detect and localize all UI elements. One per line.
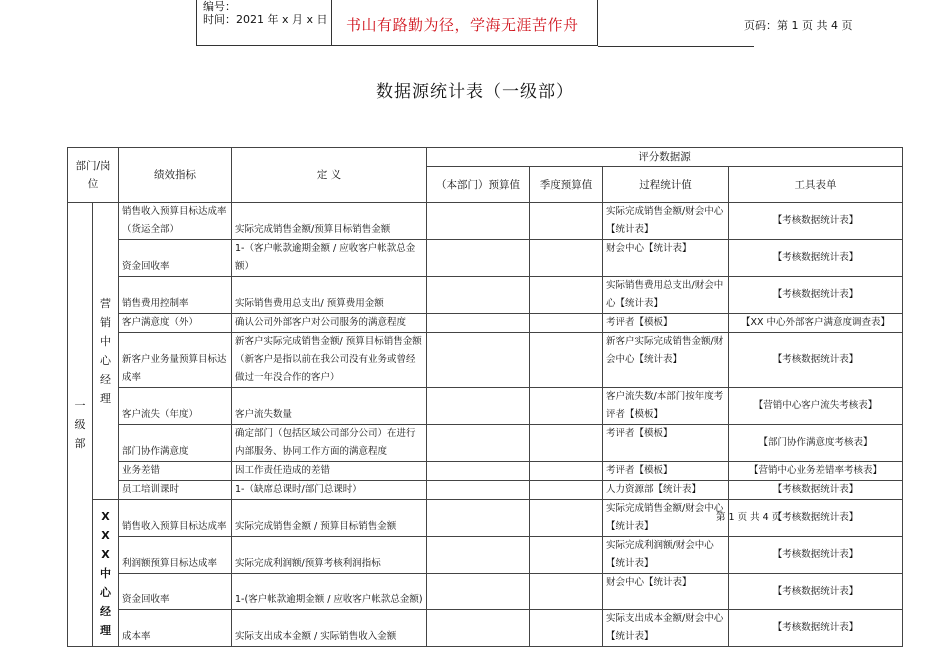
level-label: 一级部 (68, 203, 93, 647)
motto-text: 书山有路勤为径，学海无涯苦作舟 (346, 16, 579, 34)
definition-cell: 1-（客户帐款逾期金额 / 应收客户帐款总金额） (232, 240, 427, 277)
table-row (68, 462, 903, 481)
kpi-cell: 部门协作满意度 (119, 425, 232, 462)
tool-cell: 【营销中心业务差错率考核表】 (729, 462, 903, 481)
budget-cell (427, 574, 530, 610)
definition-cell: 1-(客户帐款逾期金额 / 应收客户帐款总金额) (232, 574, 427, 610)
definition-cell: 实际销售费用总支出/ 预算费用金额 (232, 277, 427, 314)
code-label: 编号： (203, 0, 236, 13)
kpi-cell: 业务差错 (119, 462, 232, 481)
quarter-cell (530, 481, 603, 500)
table-row (68, 481, 903, 500)
kpi-cell: 新客户业务量预算目标达成率 (119, 333, 232, 388)
footer-page-number: 第 1 页 共 4 页 (716, 512, 782, 523)
definition-cell: 实际完成销售金额/预算目标销售金额 (232, 203, 427, 240)
col-header-kpi: 绩效指标 (119, 148, 232, 203)
header-rule (598, 46, 754, 47)
table-row (68, 537, 903, 574)
tool-cell: 【考核数据统计表】 (729, 574, 903, 610)
process-cell: 考评者【模板】 (603, 425, 729, 462)
table-row (68, 240, 903, 277)
quarter-cell (530, 314, 603, 333)
kpi-cell: 销售费用控制率 (119, 277, 232, 314)
process-cell: 实际完成销售金额/财会中心【统计表】 (603, 203, 729, 240)
kpi-cell: 客户流失（年度） (119, 388, 232, 425)
quarter-cell (530, 277, 603, 314)
kpi-cell: 利润额预算目标达成率 (119, 537, 232, 574)
budget-cell (427, 425, 530, 462)
tool-cell: 【考核数据统计表】 (729, 203, 903, 240)
table-row (68, 333, 903, 388)
col-header-tool: 工具表单 (729, 167, 903, 203)
page-header (196, 0, 853, 47)
process-cell: 实际支出成本金额/财会中心【统计表】 (603, 610, 729, 647)
table-row (68, 610, 903, 647)
definition-cell: 实际完成利润额/预算考核利润指标 (232, 537, 427, 574)
tool-cell: 【考核数据统计表】 (729, 610, 903, 647)
table-row (68, 314, 903, 333)
quarter-cell (530, 500, 603, 537)
data-source-table (67, 147, 903, 647)
process-cell: 财会中心【统计表】 (603, 240, 729, 277)
kpi-cell: 员工培训课时 (119, 481, 232, 500)
motto-box (332, 0, 598, 46)
definition-cell: 实际完成销售金额 / 预算目标销售金额 (232, 500, 427, 537)
position-label: XXX中心经理 (93, 500, 119, 647)
process-cell: 实际销售费用总支出/财会中心【统计表】 (603, 277, 729, 314)
budget-cell (427, 314, 530, 333)
process-cell: 客户流失数/本部门按年度考评者【模板】 (603, 388, 729, 425)
process-cell: 考评者【模板】 (603, 314, 729, 333)
header-meta (196, 0, 332, 46)
definition-cell: 确认公司外部客户对公司服务的满意程度 (232, 314, 427, 333)
process-cell: 财会中心【统计表】 (603, 574, 729, 610)
tool-cell: 【XX 中心外部客户满意度调查表】 (729, 314, 903, 333)
header-page-number: 页码：第 1 页 共 4 页 (744, 19, 853, 32)
quarter-cell (530, 610, 603, 647)
kpi-cell: 销售收入预算目标达成率（货运全部） (119, 203, 232, 240)
budget-cell (427, 500, 530, 537)
col-header-dept: 部门/岗位 (68, 148, 119, 203)
time-label: 时间：2021 年 x 月 x 日 (203, 13, 328, 26)
definition-cell: 实际支出成本金额 / 实际销售收入金额 (232, 610, 427, 647)
quarter-cell (530, 203, 603, 240)
quarter-cell (530, 462, 603, 481)
table-row (68, 574, 903, 610)
quarter-cell (530, 425, 603, 462)
position-label: 营销中心经理 (93, 203, 119, 500)
process-cell: 新客户实际完成销售金额/财会中心【统计表】 (603, 333, 729, 388)
kpi-cell: 客户满意度（外） (119, 314, 232, 333)
tool-cell: 【考核数据统计表】 (729, 537, 903, 574)
kpi-cell: 资金回收率 (119, 240, 232, 277)
tool-cell: 【考核数据统计表】 (729, 277, 903, 314)
table-row (68, 425, 903, 462)
table-row (68, 277, 903, 314)
quarter-cell (530, 574, 603, 610)
definition-cell: 1-（缺席总课时/部门总课时） (232, 481, 427, 500)
kpi-cell: 资金回收率 (119, 574, 232, 610)
budget-cell (427, 462, 530, 481)
budget-cell (427, 277, 530, 314)
tool-cell: 【部门协作满意度考核表】 (729, 425, 903, 462)
budget-cell (427, 333, 530, 388)
table-row (68, 388, 903, 425)
col-header-quarter: 季度预算值 (530, 167, 603, 203)
process-cell: 实际完成利润额/财会中心【统计表】 (603, 537, 729, 574)
budget-cell (427, 203, 530, 240)
budget-cell (427, 240, 530, 277)
tool-cell: 【考核数据统计表】 (729, 333, 903, 388)
col-header-definition: 定 义 (232, 148, 427, 203)
page-title: 数据源统计表（一级部） (376, 82, 574, 102)
quarter-cell (530, 537, 603, 574)
definition-cell: 新客户实际完成销售金额/ 预算目标销售金额（新客户是指以前在我公司没有业务或曾经做过一年没合作的客户） (232, 333, 427, 388)
tool-cell: 【考核数据统计表】 (729, 500, 903, 537)
quarter-cell (530, 388, 603, 425)
kpi-cell: 销售收入预算目标达成率 (119, 500, 232, 537)
budget-cell (427, 388, 530, 425)
definition-cell: 因工作责任造成的差错 (232, 462, 427, 481)
tool-cell: 【考核数据统计表】 (729, 481, 903, 500)
process-cell: 人力资源部【统计表】 (603, 481, 729, 500)
tool-cell: 【营销中心客户流失考核表】 (729, 388, 903, 425)
definition-cell: 确定部门（包括区域公司部分公司）在进行内部服务、协同工作方面的满意程度 (232, 425, 427, 462)
budget-cell (427, 481, 530, 500)
quarter-cell (530, 240, 603, 277)
table-row (68, 203, 903, 240)
col-header-source-group: 评分数据源 (427, 148, 903, 167)
process-cell: 考评者【模板】 (603, 462, 729, 481)
budget-cell (427, 537, 530, 574)
col-header-process: 过程统计值 (603, 167, 729, 203)
definition-cell: 客户流失数量 (232, 388, 427, 425)
budget-cell (427, 610, 530, 647)
tool-cell: 【考核数据统计表】 (729, 240, 903, 277)
kpi-cell: 成本率 (119, 610, 232, 647)
header-center (332, 0, 853, 46)
process-cell: 实际完成销售金额/财会中心【统计表】 (603, 500, 729, 537)
col-header-budget: （本部门）预算值 (427, 167, 530, 203)
quarter-cell (530, 333, 603, 388)
